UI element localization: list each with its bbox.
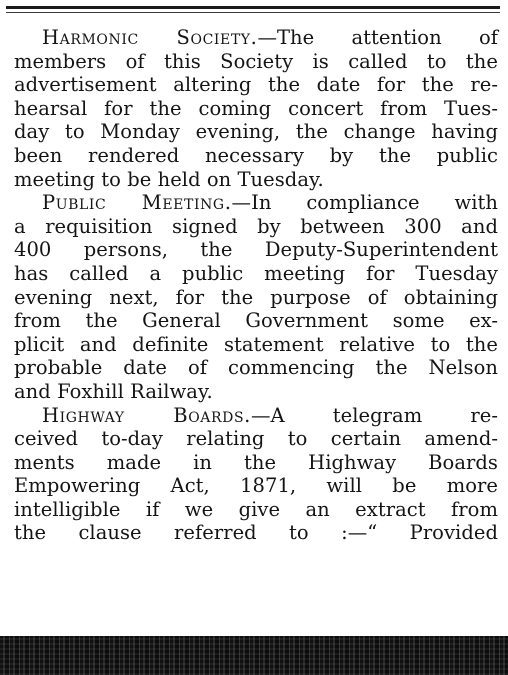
- para-2-line-7: plicit and definite statement relative to the: [14, 332, 498, 356]
- para-2-line-9: and Foxhill Railway.: [14, 379, 213, 403]
- para-3-line-2: ceived to-day relating to certain amend-: [14, 427, 498, 451]
- para-2-line-4: has called a public meeting for Tuesday: [14, 261, 498, 285]
- para-2-line-6: from the General Government some ex-: [14, 309, 498, 333]
- para-1-line-1: [14, 26, 498, 50]
- text-line: —In compliance with: [231, 191, 499, 215]
- para-1-line-7: meeting to be held on Tuesday.: [14, 167, 324, 191]
- top-double-rule-thick: [6, 6, 500, 9]
- heading-highway-boards: Highway Boards.: [42, 403, 251, 427]
- paragraph-harmonic-society: [14, 26, 498, 191]
- para-2-line-8: probable date of commencing the Nelson: [14, 356, 498, 380]
- para-1-line-3: advertisement altering the date for the re-: [14, 73, 498, 97]
- para-3-line-4: Empowering Act, 1871, will be more: [14, 474, 498, 498]
- para-3-line-6: the clause referred to :—“ Provided: [14, 521, 498, 545]
- para-2-line-5: evening next, for the purpose of obtaining: [14, 285, 498, 309]
- text-line: —A telegram re-: [250, 403, 498, 427]
- top-double-rule-thin: [6, 12, 500, 13]
- heading-public-meeting: Public Meeting.: [42, 191, 232, 215]
- para-2-line-3: 400 persons, the Deputy-Superintendent: [14, 238, 498, 262]
- heading-harmonic-society: Harmonic Society.: [42, 26, 258, 49]
- para-3-line-5: intelligible if we give an extract from: [14, 497, 498, 521]
- para-3-line-3: ments made in the Highway Boards: [14, 450, 498, 474]
- para-1-line-6: been rendered necessary by the public: [14, 143, 498, 167]
- para-1-line-5: day to Monday evening, the change having: [14, 120, 498, 144]
- para-1-line-2: members of this Society is called to the: [14, 49, 498, 73]
- paragraph-highway-boards: [14, 404, 498, 546]
- para-2-line-1: [14, 191, 498, 215]
- scan-noise-band: [0, 636, 508, 675]
- paragraph-public-meeting: [14, 191, 498, 403]
- text-line: —The attention of: [257, 26, 499, 49]
- para-1-line-4: hearsal for the coming concert from Tues-: [14, 96, 498, 120]
- para-3-line-1: [14, 404, 498, 428]
- news-column: [14, 26, 498, 545]
- para-2-line-2: a requisition signed by between 300 and: [14, 214, 498, 238]
